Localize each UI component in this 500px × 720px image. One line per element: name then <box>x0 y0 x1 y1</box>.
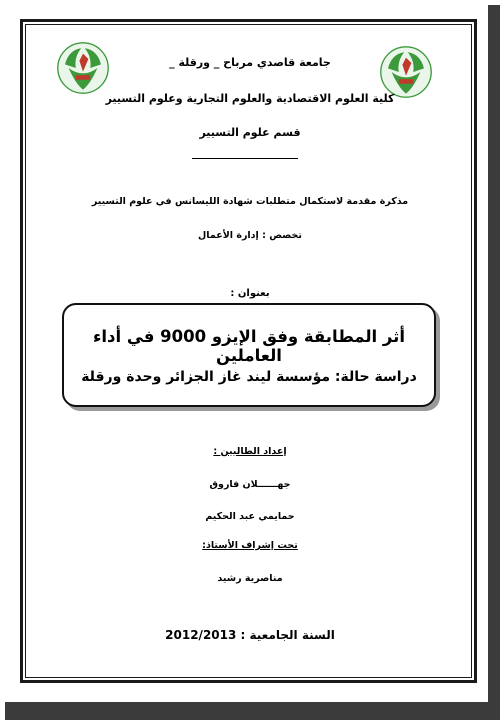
thesis-title: أثر المطابقة وفق الإيزو 9000 في أداء العاملين <box>92 327 406 365</box>
supervisor-name: مناصرية رشيد <box>217 573 283 584</box>
title-label: بعنوان : <box>230 288 270 299</box>
supervisor-label: تحت إشراف الأستاذ: <box>202 540 298 551</box>
specialty: تخصص : إدارة الأعمال <box>198 230 302 241</box>
university-emblem-icon <box>379 45 433 99</box>
academic-year: السنة الجامعية : 2012/2013 <box>165 628 335 642</box>
header-divider <box>192 158 298 159</box>
title-box <box>62 303 436 407</box>
case-study-title: دراسة حالة: مؤسسة ليند غاز الجزائر وحدة ورقلة <box>81 369 417 385</box>
page-shadow-right <box>488 5 500 720</box>
memo-description: مذكرة مقدمة لاستكمال متطلبات شهادة الليسانس في علوم التسيير <box>91 196 409 207</box>
department-name: قسم علوم التسيير <box>199 126 301 139</box>
faculty-name: كلية العلوم الاقتصادية والعلوم التجارية وعلوم التسيير <box>105 92 395 105</box>
student-name: جهــــــلان فاروق <box>209 479 291 490</box>
page-shadow-bottom <box>5 702 500 720</box>
students-label: إعداد الطالبين : <box>213 446 287 457</box>
university-name: جامعة قاصدي مرباح _ ورقلة _ <box>169 56 331 69</box>
student-name: حمايمي عبد الحكيم <box>205 511 295 522</box>
